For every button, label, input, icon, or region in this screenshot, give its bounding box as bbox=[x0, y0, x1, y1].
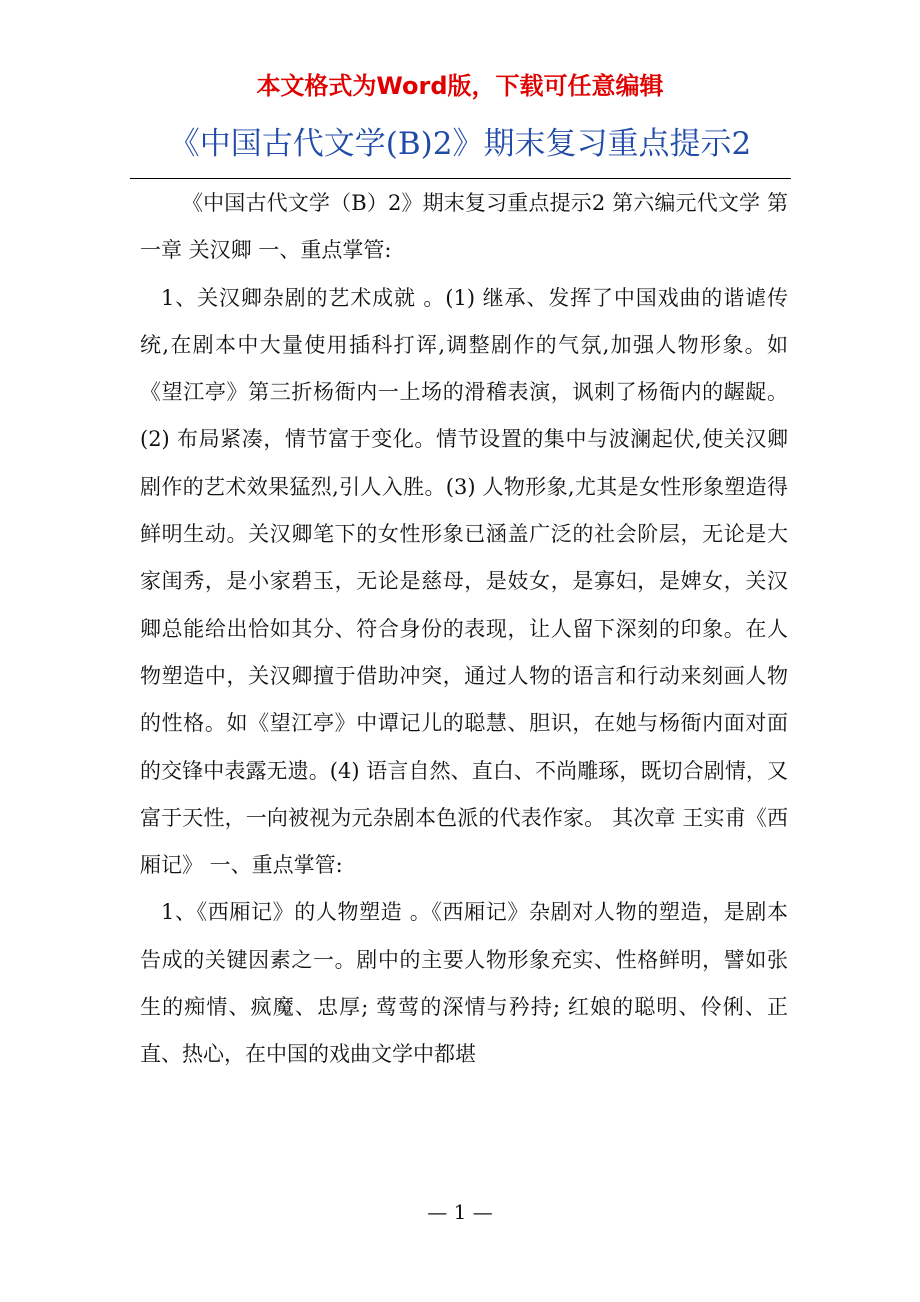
paragraph-xixiang-ji: 1、《西厢记》的人物塑造 。《西厢记》杂剧对人物的塑造，是剧本告成的关键因素之一。剧中的主要人物形象充实、性格鲜明，譬如张生的痴情、疯魔、忠厚; 莺莺的深情与矜持; 红娘的聪明、伶俐、正直、热心，在中国的戏曲文学中都堪 bbox=[140, 900, 788, 1067]
document-body bbox=[140, 180, 788, 1079]
download-banner: 本文格式为Word版，下载可任意编辑 bbox=[256, 72, 664, 100]
paragraph-intro: 《中国古代文学（B）2》期末复习重点提示2 第六编元代文学 第一章 关汉卿 一、重点掌管: bbox=[140, 191, 788, 263]
paragraph-guan-hanqing: 1、关汉卿杂剧的艺术成就 。(1) 继承、发挥了中国戏曲的谐谑传统,在剧本中大量使用插科打诨,调整剧作的气氛,加强人物形象。如《望江亭》第三折杨衙内一上场的滑稽表演，讽刺了杨衙内的龌龊。(2) 布局紧凑，情节富于变化。情节设置的集中与波澜起伏,使关汉卿剧作的艺术效果猛烈,引人入胜。(3) 人物形象,尤其是女性形象塑造得鲜明生动。关汉卿笔下的女性形象已涵盖广泛的社会阶层，无论是大家闺秀，是小家碧玉，无论是慈母，是妓女，是寡妇，是婢女，关汉卿总能给出恰如其分、符合身份的表现，让人留下深刻的印象。在人物塑造中，关汉卿擅于借助冲突，通过人物的语言和行动来刻画人物的性格。如《望江亭》中谭记儿的聪慧、胆识，在她与杨衙内面对面的交锋中表露无遗。(4) 语言自然、直白、不尚雕琢，既切合剧情，又富于天性，一向被视为元杂剧本色派的代表作家。 其次章 王实甫《西厢记》 一、重点掌管: bbox=[140, 285, 788, 878]
document-title: 《中国古代文学(B)2》期末复习重点提示2 bbox=[168, 126, 752, 162]
title-divider bbox=[130, 178, 791, 179]
page-number: — 1 — bbox=[427, 1200, 493, 1224]
